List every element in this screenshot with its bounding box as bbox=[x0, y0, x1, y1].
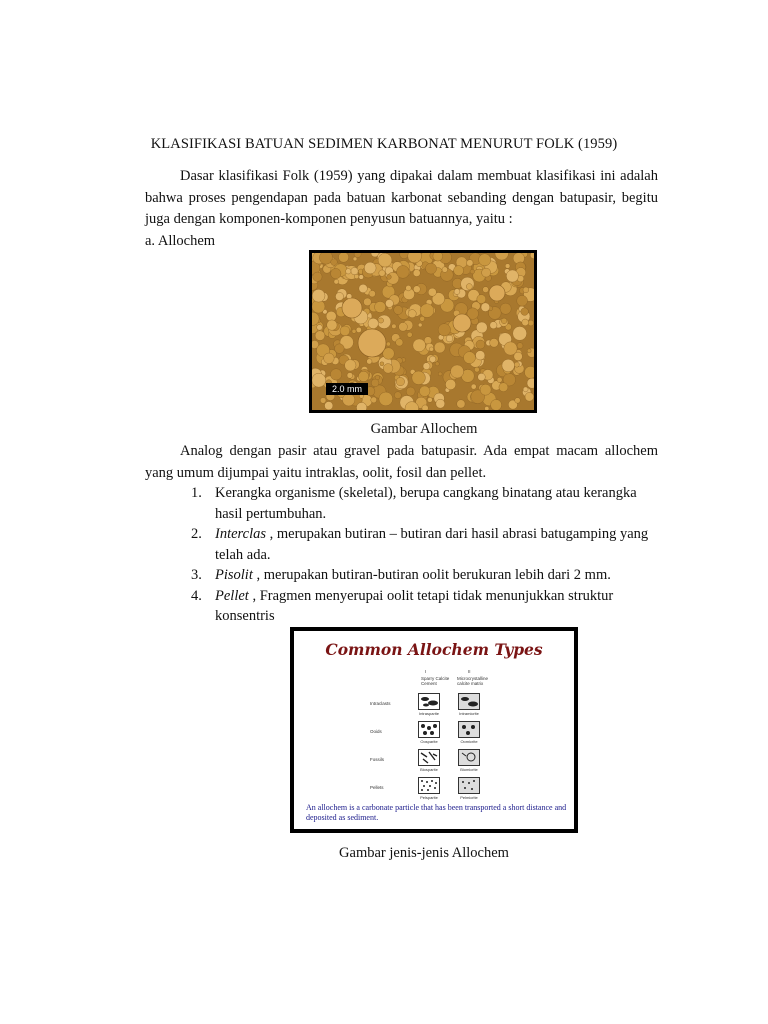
allochem-list bbox=[181, 483, 651, 627]
texture-cell bbox=[418, 721, 440, 738]
column-number: II bbox=[468, 669, 471, 674]
slide-title: Common Allochem Types bbox=[325, 640, 543, 659]
texture-cell bbox=[458, 749, 480, 766]
cell-label: Intramicrite bbox=[459, 711, 479, 716]
texture-cell bbox=[418, 777, 440, 794]
page-title: KLASIFIKASI BATUAN SEDIMEN KARBONAT MENURUT FOLK (1959) bbox=[150, 136, 618, 152]
slide-definition-note: An allochem is a carbonate particle that has been transported a short distance and deposited as sediment. bbox=[306, 803, 567, 822]
texture-cell bbox=[418, 693, 440, 710]
cell-label: Oosparite bbox=[420, 739, 438, 744]
row-label: Fossils bbox=[370, 757, 385, 762]
list-item: 2. Interclas , merupakan butiran – butiran dari hasil abrasi batugamping yang telah ada. bbox=[191, 526, 649, 563]
texture-cell bbox=[418, 749, 440, 766]
cell-label: Biomicrite bbox=[460, 767, 478, 772]
figure-caption-allochem-types: Gambar jenis-jenis Allochem bbox=[339, 845, 509, 861]
figure-caption-allochem: Gambar Allochem bbox=[370, 421, 478, 437]
analog-paragraph: Analog dengan pasir atau gravel pada batupasir. Ada empat macam allochem yang umum dijumpai yaitu intraklas, oolit, fosil dan pellet. bbox=[145, 443, 658, 481]
cell-label: Pelsparite bbox=[420, 795, 438, 800]
row-label: Ooids bbox=[370, 729, 382, 734]
allochem-photo bbox=[309, 250, 537, 413]
cell-label: Biosparite bbox=[420, 767, 438, 772]
column-header: Microcrystalline calcite matrix bbox=[457, 676, 489, 686]
scale-bar-label: 2.0 mm bbox=[326, 383, 368, 395]
texture-cell bbox=[458, 777, 480, 794]
column-header: Sparry Calcite Cement bbox=[421, 676, 450, 686]
cell-label: Oomicrite bbox=[460, 739, 478, 744]
row-label: Pellets bbox=[370, 785, 384, 790]
list-item: 3. Pisolit , merupakan butiran-butiran oolit berukuran lebih dari 2 mm. bbox=[191, 567, 611, 583]
list-item: 4. Pellet , Fragmen menyerupai oolit tetapi tidak menunjukkan struktur konsentris bbox=[191, 587, 614, 624]
column-number: I bbox=[425, 669, 427, 674]
row-label: Intraclasts bbox=[370, 701, 391, 706]
cell-label: Intrasparite bbox=[418, 711, 439, 716]
intro-text: Dasar klasifikasi Folk (1959) yang dipakai dalam membuat klasifikasi ini adalah bahwa proses pengendapan pada batuan karbonat sebanding dengan batupasir, begitu juga dengan komponen-komponen penyusun batuannya, yaitu : bbox=[145, 168, 658, 227]
texture-cell bbox=[458, 721, 480, 738]
allochem-types-slide bbox=[290, 627, 578, 833]
list-item: 1. Kerangka organisme (skeletal), berupa cangkang binatang atau kerangka hasil pertumbuhan. bbox=[191, 485, 637, 522]
subitem-allochem: a. Allochem bbox=[145, 232, 216, 249]
cell-label: Pelmicrite bbox=[460, 795, 478, 800]
intro-paragraph bbox=[145, 166, 658, 252]
texture-cell bbox=[458, 693, 480, 710]
